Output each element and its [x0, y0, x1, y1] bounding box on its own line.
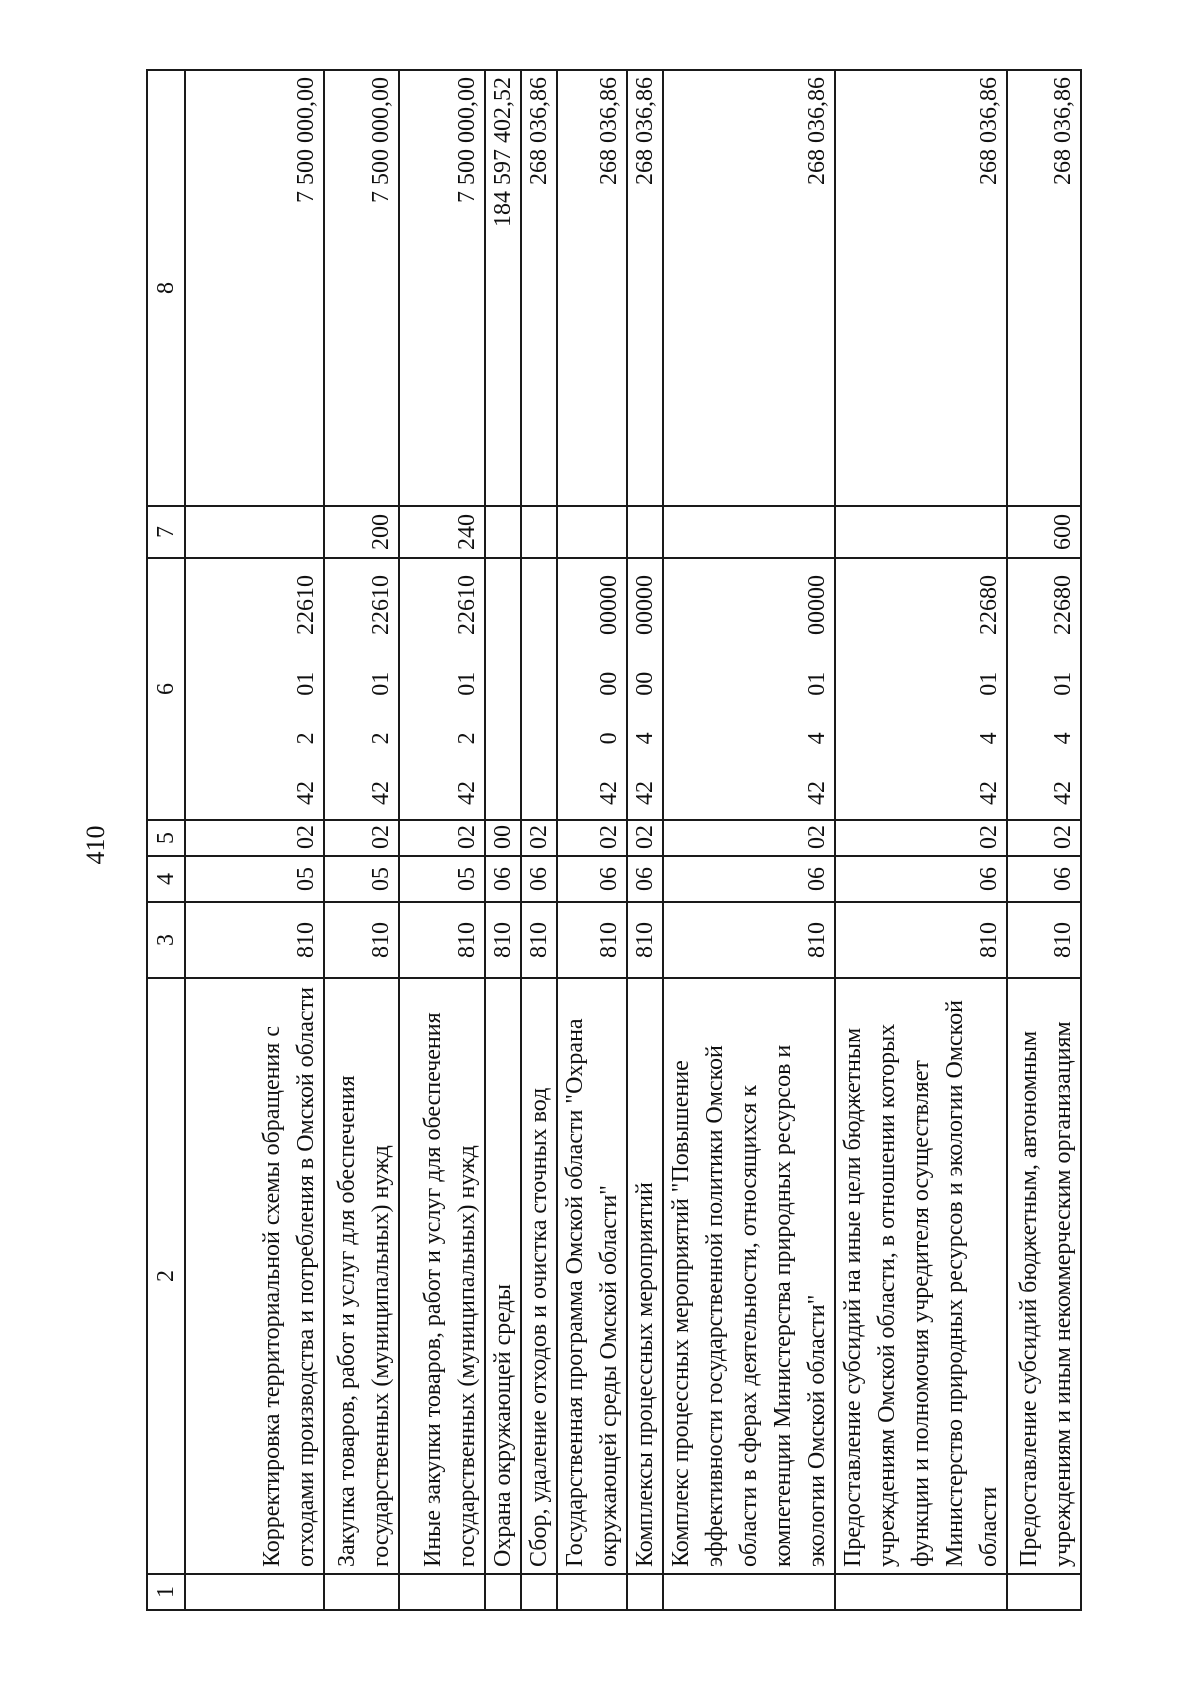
row-number-cell	[557, 1574, 627, 1610]
target-article-code	[364, 565, 398, 813]
ministry-code-cell: 810	[521, 902, 557, 978]
target-article-cell	[521, 558, 557, 820]
subsection-code-cell: 02	[557, 820, 627, 856]
section-code-cell: 06	[835, 856, 1007, 902]
expense-type-cell	[835, 506, 1007, 558]
item-name-cell: Предоставление субсидий на иные цели бюджетным учреждениям Омской области, в отношении которых функции и полномочия учредителя осуществляет Министерство природных ресурсов и экологии Омской области	[835, 978, 1007, 1574]
ministry-code-cell: 810	[557, 902, 627, 978]
section-code-cell: 06	[521, 856, 557, 902]
target-article-cell	[663, 558, 835, 820]
table-row	[627, 70, 663, 1610]
target-article-code	[628, 565, 662, 813]
amount-cell: 268 036,86	[663, 70, 835, 506]
code-part: 01	[368, 671, 394, 696]
header-cell-6: 6	[147, 558, 185, 820]
subsection-code-cell: 02	[1007, 820, 1081, 856]
section-code-cell: 06	[485, 856, 521, 902]
amount-cell: 7 500 000,00	[324, 70, 399, 506]
expense-type-cell: 240	[399, 506, 485, 558]
expense-type-cell	[557, 506, 627, 558]
section-code-cell: 06	[663, 856, 835, 902]
target-article-code	[450, 565, 484, 813]
amount-cell: 268 036,86	[835, 70, 1007, 506]
table-row	[557, 70, 627, 1610]
code-part: 22610	[454, 575, 480, 636]
code-part: 00	[596, 671, 622, 696]
target-article-cell	[627, 558, 663, 820]
target-article-cell	[835, 558, 1007, 820]
row-number-cell	[399, 1574, 485, 1610]
amount-cell: 268 036,86	[521, 70, 557, 506]
table-row	[835, 70, 1007, 1610]
subsection-code-cell: 02	[399, 820, 485, 856]
item-name-cell: Государственная программа Омской области "Охрана окружающей среды Омской области"	[557, 978, 627, 1574]
ministry-code-cell: 810	[485, 902, 521, 978]
code-part: 42	[368, 781, 394, 805]
item-name-cell: Охрана окружающей среды	[485, 978, 521, 1574]
expense-type-cell	[663, 506, 835, 558]
row-number-cell	[521, 1574, 557, 1610]
code-part: 01	[976, 671, 1002, 696]
ministry-code-cell: 810	[835, 902, 1007, 978]
header-row	[147, 70, 185, 1610]
subsection-code-cell: 02	[185, 820, 324, 856]
amount-cell: 7 500 000,00	[399, 70, 485, 506]
table-row	[1007, 70, 1081, 1610]
code-part: 4	[632, 732, 658, 745]
table-row	[399, 70, 485, 1610]
code-part: 00000	[804, 575, 830, 636]
code-part: 42	[454, 781, 480, 805]
row-number-cell	[835, 1574, 1007, 1610]
header-cell-1: 1	[147, 1574, 185, 1610]
expense-type-cell	[627, 506, 663, 558]
row-number-cell	[324, 1574, 399, 1610]
table-row	[324, 70, 399, 1610]
target-article-cell	[485, 558, 521, 820]
code-part: 00	[632, 671, 658, 696]
code-part: 42	[1050, 781, 1076, 805]
code-part: 4	[1050, 732, 1076, 745]
section-code-cell: 05	[324, 856, 399, 902]
ministry-code-cell: 810	[627, 902, 663, 978]
rotated-table-wrapper	[146, 71, 1081, 1611]
row-number-cell	[627, 1574, 663, 1610]
expense-type-cell	[521, 506, 557, 558]
ministry-code-cell: 810	[663, 902, 835, 978]
target-article-cell	[185, 558, 324, 820]
code-part: 2	[368, 732, 394, 745]
amount-cell: 184 597 402,52	[485, 70, 521, 506]
item-name-cell: Сбор, удаление отходов и очистка сточных вод	[521, 978, 557, 1574]
subsection-code-cell: 02	[663, 820, 835, 856]
section-code-cell: 06	[557, 856, 627, 902]
code-part: 2	[293, 732, 319, 745]
amount-cell: 268 036,86	[1007, 70, 1081, 506]
code-part: 42	[596, 781, 622, 805]
header-cell-3: 3	[147, 902, 185, 978]
code-part: 01	[804, 671, 830, 696]
code-part: 01	[454, 671, 480, 696]
subsection-code-cell: 02	[521, 820, 557, 856]
subsection-code-cell: 00	[485, 820, 521, 856]
ministry-code-cell: 810	[185, 902, 324, 978]
subsection-code-cell: 02	[627, 820, 663, 856]
row-number-cell	[1007, 1574, 1081, 1610]
code-part: 22610	[368, 575, 394, 636]
item-name-cell: Закупка товаров, работ и услуг для обеспечения государственных (муниципальных) нужд	[324, 978, 399, 1574]
amount-cell: 268 036,86	[557, 70, 627, 506]
target-article-code	[289, 565, 323, 813]
row-number-cell	[185, 1574, 324, 1610]
section-code-cell: 06	[1007, 856, 1081, 902]
table-row	[663, 70, 835, 1610]
section-code-cell: 05	[185, 856, 324, 902]
target-article-cell	[324, 558, 399, 820]
code-part: 42	[976, 781, 1002, 805]
code-part: 42	[293, 781, 319, 805]
budget-table	[146, 69, 1082, 1611]
ministry-code-cell: 810	[324, 902, 399, 978]
target-article-code	[800, 565, 834, 813]
ministry-code-cell: 810	[1007, 902, 1081, 978]
code-part: 2	[454, 732, 480, 745]
target-article-cell	[557, 558, 627, 820]
code-part: 0	[596, 732, 622, 745]
row-number-cell	[485, 1574, 521, 1610]
code-part: 22680	[976, 575, 1002, 636]
item-name-cell: Иные закупки товаров, работ и услуг для обеспечения государственных (муниципальных) нужд	[399, 978, 485, 1574]
header-cell-7: 7	[147, 506, 185, 558]
code-part: 42	[632, 781, 658, 805]
expense-type-cell	[485, 506, 521, 558]
amount-cell: 268 036,86	[627, 70, 663, 506]
table-row	[485, 70, 521, 1610]
code-part: 01	[293, 671, 319, 696]
code-part: 4	[976, 732, 1002, 745]
target-article-code	[972, 565, 1006, 813]
subsection-code-cell: 02	[324, 820, 399, 856]
header-cell-8: 8	[147, 70, 185, 506]
amount-cell: 7 500 000,00	[185, 70, 324, 506]
subsection-code-cell: 02	[835, 820, 1007, 856]
table-body	[147, 70, 1081, 1610]
row-number-cell	[663, 1574, 835, 1610]
section-code-cell: 06	[627, 856, 663, 902]
code-part: 22680	[1050, 575, 1076, 636]
code-part: 42	[804, 781, 830, 805]
table-row	[185, 70, 324, 1610]
page-number: 410	[81, 825, 110, 865]
code-part: 22610	[293, 575, 319, 636]
table-row	[521, 70, 557, 1610]
target-article-cell	[1007, 558, 1081, 820]
header-cell-4: 4	[147, 856, 185, 902]
code-part: 4	[804, 732, 830, 745]
item-name-cell: Корректировка территориальной схемы обращения с отходами производства и потребления в Омской области	[185, 978, 324, 1574]
target-article-cell	[399, 558, 485, 820]
expense-type-cell: 200	[324, 506, 399, 558]
ministry-code-cell: 810	[399, 902, 485, 978]
code-part: 00000	[596, 575, 622, 636]
code-part: 01	[1050, 671, 1076, 696]
expense-type-cell	[185, 506, 324, 558]
header-cell-5: 5	[147, 820, 185, 856]
expense-type-cell: 600	[1007, 506, 1081, 558]
item-name-cell: Комплекс процессных мероприятий "Повышение эффективности государственной политики Омской области в сферах деятельности, относящихся к компетенции Министерства природных ресурсов и экологии Омской области"	[663, 978, 835, 1574]
item-name-cell: Предоставление субсидий бюджетным, автономным учреждениям и иным некоммерческим организациям	[1007, 978, 1081, 1574]
code-part: 00000	[632, 575, 658, 636]
target-article-code	[592, 565, 626, 813]
section-code-cell: 05	[399, 856, 485, 902]
target-article-code	[1046, 565, 1080, 813]
header-cell-2: 2	[147, 978, 185, 1574]
item-name-cell: Комплексы процессных мероприятий	[627, 978, 663, 1574]
